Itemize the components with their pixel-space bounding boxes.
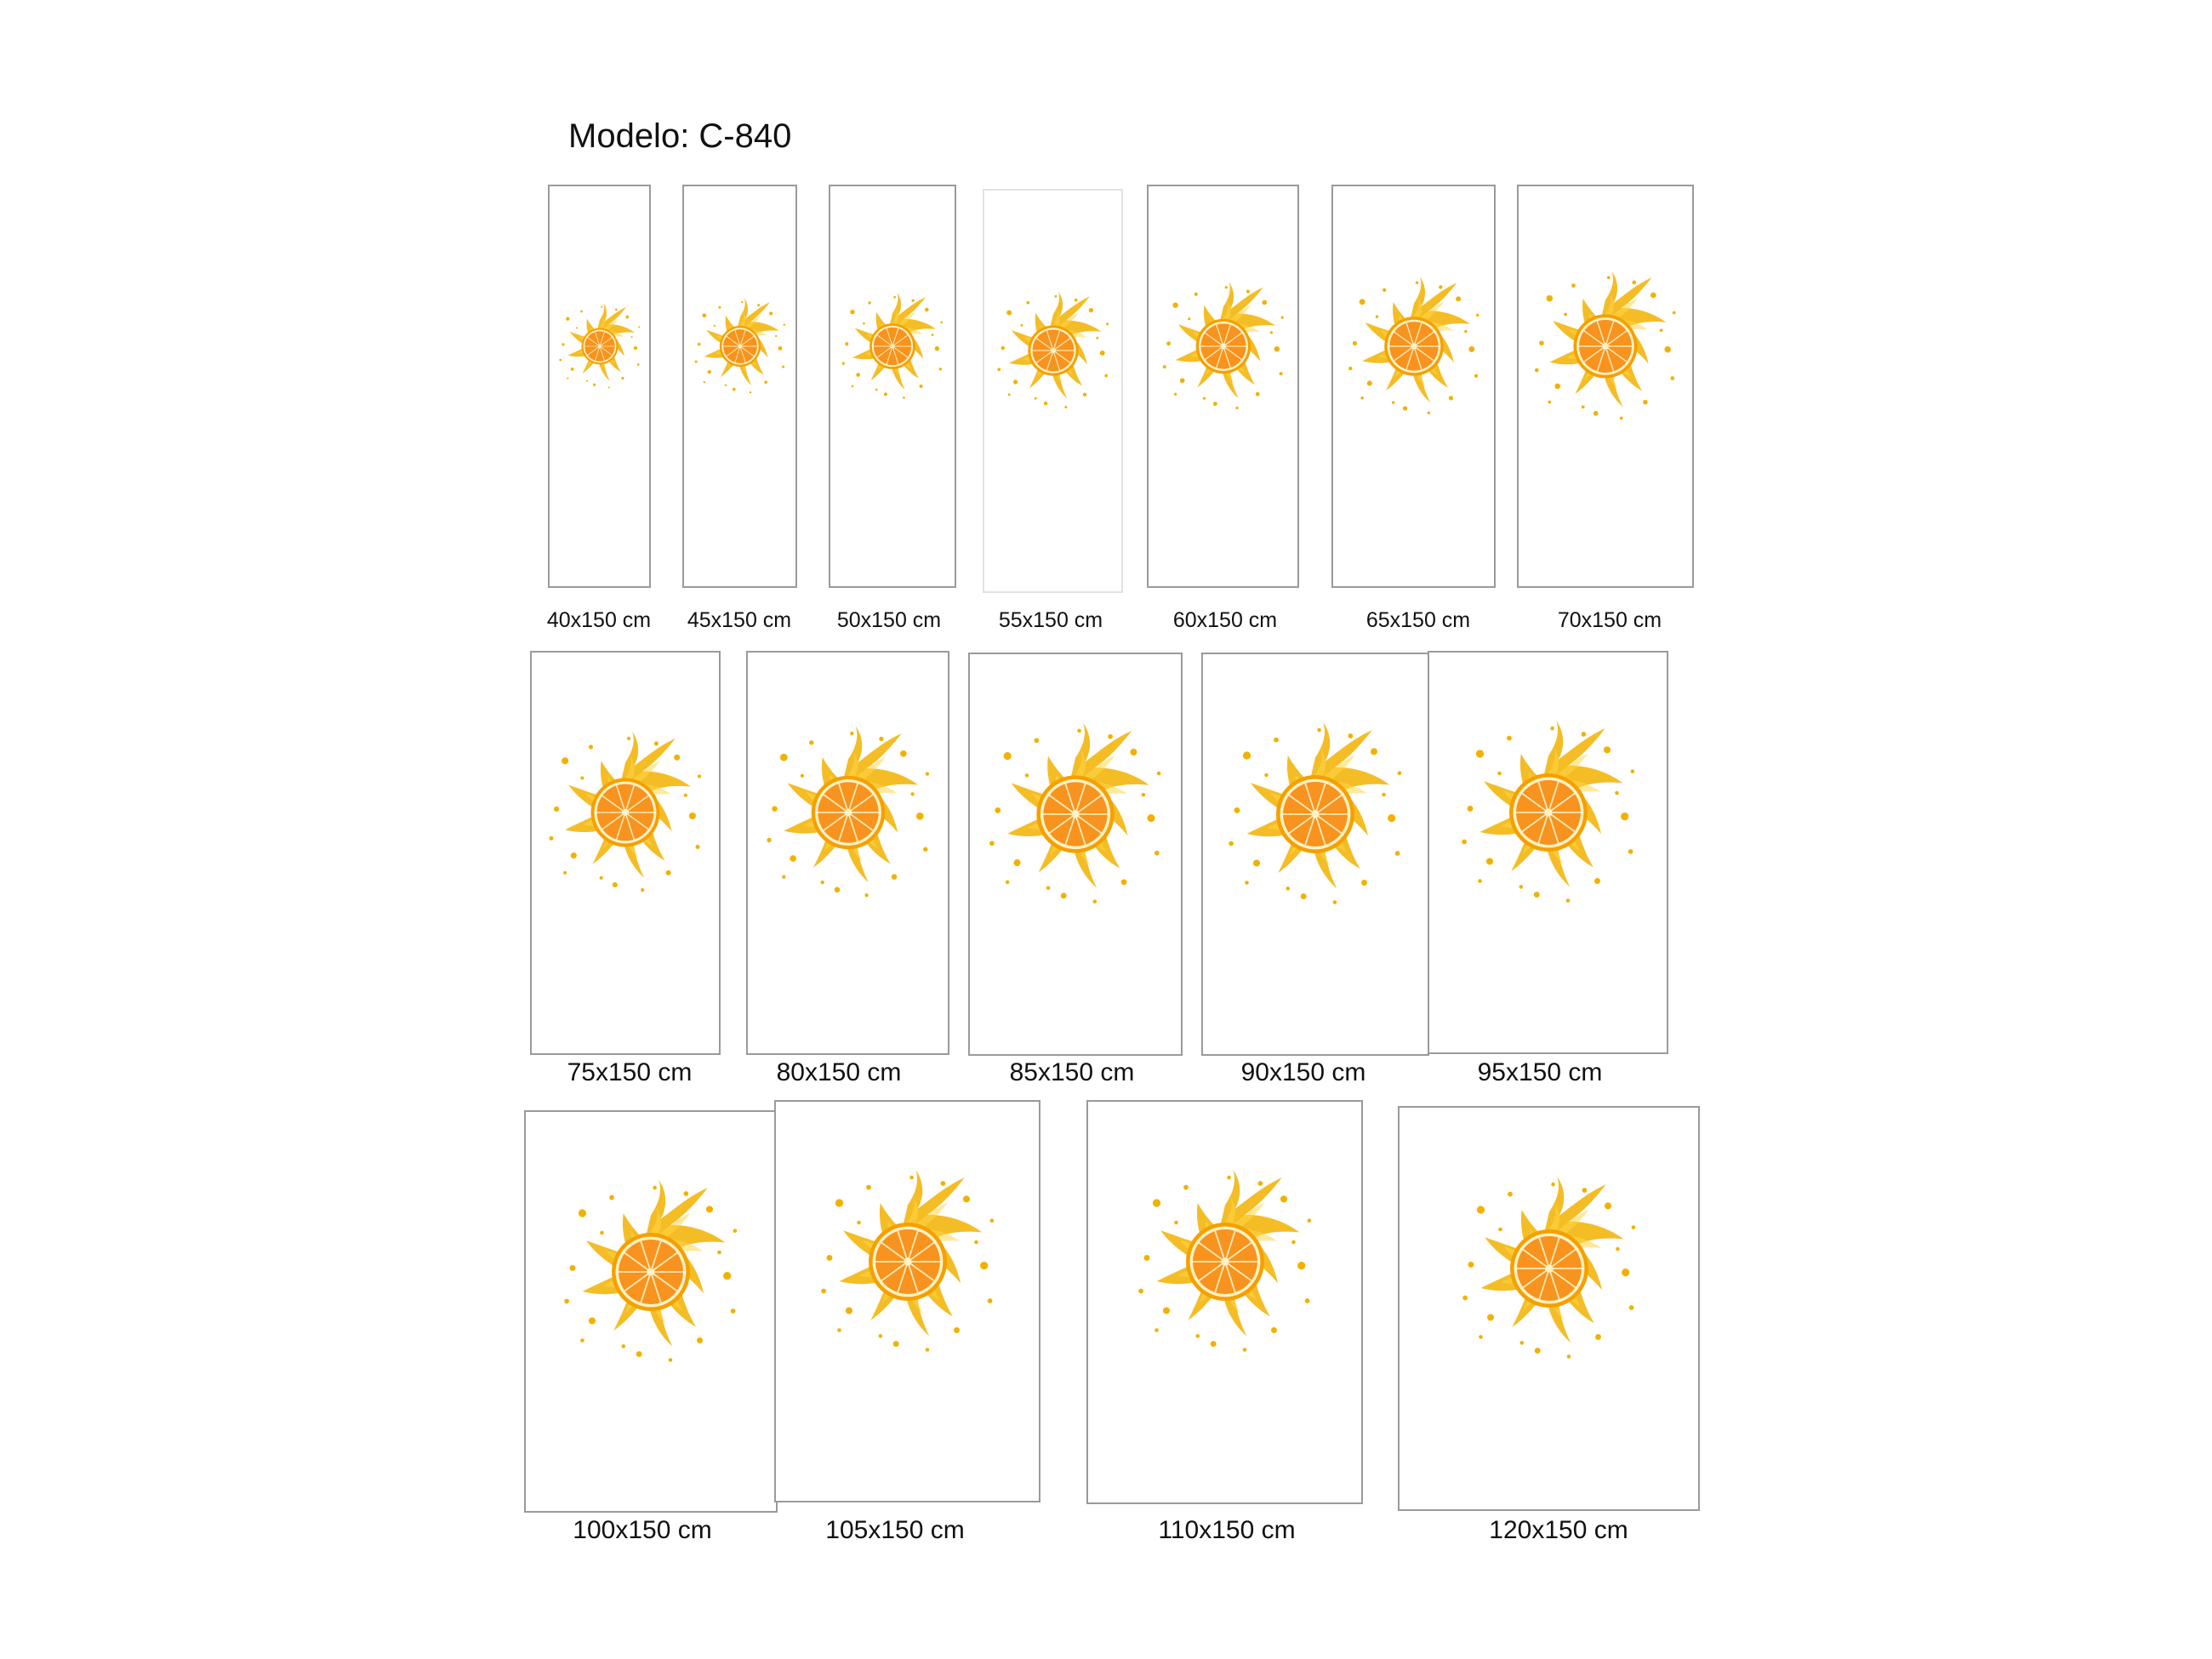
size-label: 95x150 cm (1477, 1058, 1603, 1086)
panel-105x150 (774, 1100, 1040, 1502)
orange-splash-image (1154, 278, 1291, 415)
orange-splash-image (553, 1174, 749, 1370)
panel-90x150 (1201, 653, 1429, 1056)
size-label: 110x150 cm (1158, 1516, 1296, 1544)
panel-60x150 (1147, 185, 1299, 588)
panel-45x150 (682, 185, 797, 588)
size-label: 60x150 cm (1172, 608, 1278, 632)
panel-80x150 (746, 651, 949, 1055)
panel-55x150 (983, 189, 1123, 593)
panel-120x150 (1398, 1106, 1700, 1511)
orange-splash-image (835, 289, 949, 403)
orange-splash-image (1127, 1164, 1323, 1360)
orange-splash-image (978, 717, 1172, 911)
orange-splash-image (1525, 266, 1685, 426)
panel-70x150 (1517, 185, 1694, 588)
panel-95x150 (1428, 651, 1668, 1054)
model-title: Modelo: C-840 (568, 117, 792, 155)
orange-splash-image (554, 300, 646, 392)
size-label: 70x150 cm (1557, 608, 1662, 632)
panel-75x150 (530, 651, 721, 1055)
panel-100x150 (524, 1110, 778, 1513)
size-label: 100x150 cm (573, 1516, 712, 1544)
orange-splash-image (810, 1164, 1006, 1360)
orange-splash-image (1340, 272, 1488, 420)
panel-110x150 (1086, 1100, 1363, 1504)
orange-splash-image (1451, 715, 1646, 910)
size-label: 65x150 cm (1365, 608, 1471, 632)
orange-splash-image (755, 721, 939, 904)
orange-splash-image (688, 295, 791, 398)
size-label: 105x150 cm (825, 1516, 965, 1544)
panel-65x150 (1331, 185, 1496, 588)
orange-splash-image (1217, 716, 1413, 912)
size-label: 40x150 cm (546, 608, 652, 632)
size-label: 45x150 cm (687, 608, 792, 632)
orange-splash-image (539, 727, 711, 898)
panel-40x150 (548, 185, 651, 588)
panel-85x150 (968, 653, 1183, 1056)
orange-splash-image (989, 288, 1115, 413)
size-label: 85x150 cm (1009, 1058, 1135, 1086)
size-label: 55x150 cm (998, 608, 1103, 632)
size-label: 90x150 cm (1240, 1058, 1366, 1086)
panel-50x150 (829, 185, 956, 588)
size-label: 75x150 cm (567, 1058, 693, 1086)
size-label: 80x150 cm (776, 1058, 902, 1086)
size-label: 50x150 cm (836, 608, 942, 632)
orange-splash-image (1451, 1171, 1647, 1366)
size-label: 120x150 cm (1489, 1516, 1628, 1544)
